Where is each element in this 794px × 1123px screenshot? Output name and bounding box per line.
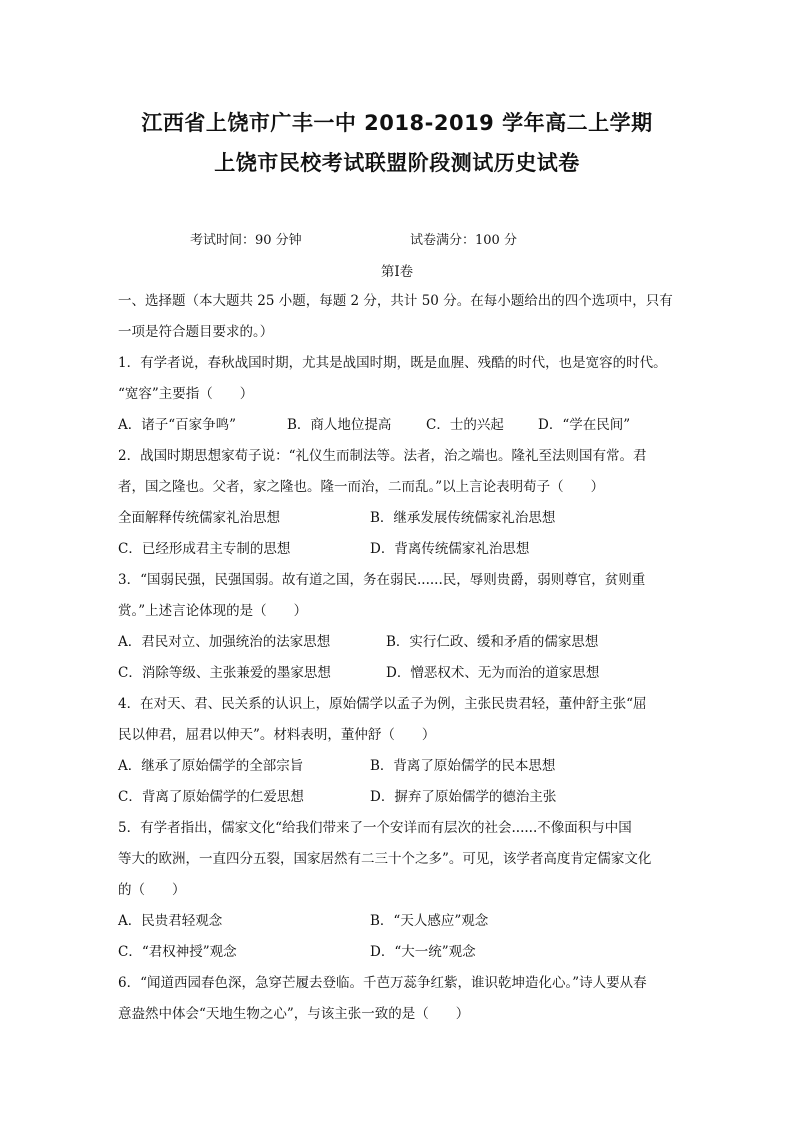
section-instruction-line2: 一项是符合题目要求的。）	[118, 324, 274, 340]
q1-option-d: D．“学在民间”	[538, 417, 631, 433]
q2-option-b: B．继承发展传统儒家礼治思想	[370, 510, 556, 526]
q4-stem-line2: 民以伸君，屈君以伸天”。材料表明，董仲舒（ ）	[118, 727, 436, 743]
exam-title-line1: 江西省上饶市广丰一中 2018-2019 学年高二上学期	[141, 111, 653, 135]
q1-stem-line1: 1．有学者说，春秋战国时期，尤其是战国时期，既是血腥、残酷的时代，也是宽容的时代。	[118, 355, 667, 371]
q5-stem-line2: 等大的欧洲，一直四分五裂，国家居然有二三十个之多”。可见，该学者高度肯定儒家文化	[118, 851, 652, 867]
q1-option-c: C．士的兴起	[426, 417, 504, 433]
q3-stem-line2: 赏。”上述言论体现的是（ ）	[118, 603, 308, 619]
exam-title-line2: 上饶市民校考试联盟阶段测试历史试卷	[214, 151, 580, 175]
q3-option-d: D．憎恶权术、无为而治的道家思想	[386, 665, 600, 681]
q3-option-c: C．消除等级、主张兼爱的墨家思想	[118, 665, 331, 681]
q5-option-d: D．“大一统”观念	[370, 944, 476, 960]
q4-stem-line1: 4．在对天、君、民关系的认识上，原始儒学以孟子为例，主张民贵君轻，董仲舒主张“屈	[118, 696, 647, 712]
q6-stem-line1: 6．“闻道西园春色深，急穿芒履去登临。千芭万蕊争红紫，谁识乾坤造化心。”诗人要从春	[118, 975, 647, 991]
q2-option-d: D．背离传统儒家礼治思想	[370, 541, 530, 557]
q2-stem-line2: 者，国之隆也。父者，家之隆也。隆一而治，二而乱。”以上言论表明荀子（ ）	[118, 479, 605, 495]
q1-stem-line2: “宽容”主要指（ ）	[118, 386, 254, 402]
q6-stem-line2: 意盎然中体会“天地生物之心”，与该主张一致的是（ ）	[118, 1006, 470, 1022]
q5-stem-line1: 5．有学者指出，儒家文化“给我们带来了一个安详而有层次的社会......不像面积与中国	[118, 820, 632, 836]
q2-stem-line1: 2．战国时期思想家荀子说：“礼仪生而制法等。法者，治之端也。隆礼至法则国有常。君	[118, 448, 647, 464]
q4-option-b: B．背离了原始儒学的民本思想	[370, 758, 556, 774]
q4-option-a: A．继承了原始儒学的全部宗旨	[118, 758, 304, 774]
q3-option-b: B．实行仁政、缓和矛盾的儒家思想	[386, 634, 599, 650]
q5-option-b: B．“天人感应”观念	[370, 913, 489, 929]
section-instruction-line1: 一、选择题（本大题共 25 小题，每题 2 分，共计 50 分。在每小题给出的四个选项中，只有	[118, 293, 673, 309]
q4-option-d: D．摒弃了原始儒学的德治主张	[370, 789, 557, 805]
volume-label: 第Ⅰ卷	[380, 264, 414, 280]
q1-option-b: B．商人地位提高	[287, 417, 392, 433]
q5-option-c: C．“君权神授”观念	[118, 944, 237, 960]
q1-option-a: A．诸子“百家争鸣”	[118, 417, 237, 433]
q3-stem-line1: 3．“国弱民强，民强国弱。故有道之国，务在弱民......民，辱则贵爵，弱则尊官，贫则重	[118, 572, 646, 588]
full-score: 试卷满分：100 分	[410, 233, 517, 248]
q3-option-a: A．君民对立、加强统治的法家思想	[118, 634, 331, 650]
q5-stem-line3: 的（ ）	[118, 882, 186, 898]
q2-option-a: 全面解释传统儒家礼治思想	[118, 510, 280, 526]
q2-option-c: C．已经形成君主专制的思想	[118, 541, 291, 557]
exam-time: 考试时间：90 分钟	[190, 233, 302, 248]
q4-option-c: C．背离了原始儒学的仁爱思想	[118, 789, 304, 805]
q5-option-a: A．民贵君轻观念	[118, 913, 223, 929]
